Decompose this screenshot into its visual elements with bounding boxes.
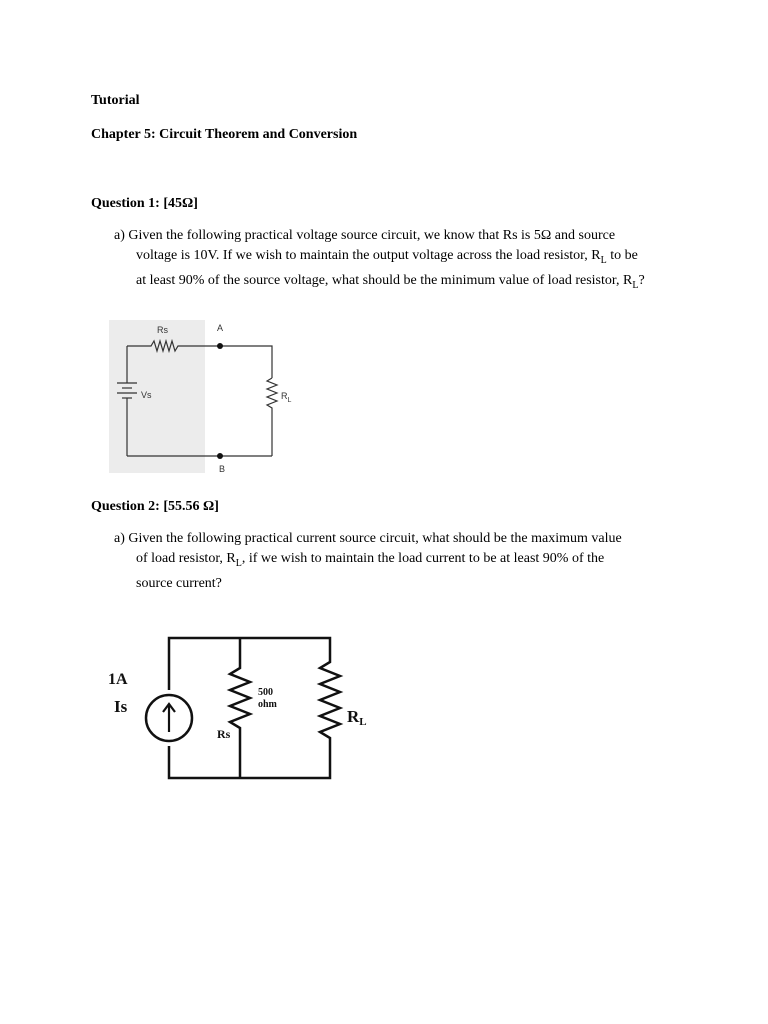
current-source-circuit-diagram: [104, 628, 380, 798]
rl-label-sub: L: [359, 716, 367, 728]
question-2-line-2: [114, 549, 622, 574]
question-1-text: [114, 226, 645, 296]
question-1-line-3: [114, 271, 645, 296]
rl-label-main: R: [347, 707, 360, 726]
rl-label-sub: L: [287, 397, 292, 404]
question-1-line-3-end: ?: [638, 272, 645, 288]
rs-label: Rs: [157, 325, 168, 335]
rl-label-main: R: [281, 391, 288, 401]
question-1-line-1: a) Given the following practical voltage source circuit, we know that Rs is 5Ω and source: [114, 228, 616, 243]
question-2-text: [114, 529, 622, 594]
voltage-source-circuit-diagram: [105, 310, 310, 495]
question-1-line-2-sub: L: [600, 254, 607, 266]
question-2-line-2-end: , if we wish to maintain the load current to be at least 90% of the: [241, 551, 605, 566]
question-1-line-3-text: at least 90% of the source voltage, what should be the minimum value of load resistor, R: [136, 272, 633, 288]
question-1-line-2: [114, 246, 645, 271]
bottom-wire: [169, 746, 330, 778]
node-b-dot: [217, 453, 223, 459]
load-resistor-rl: [320, 652, 340, 752]
source-value-label: 1A: [108, 671, 128, 688]
node-b-label: B: [219, 464, 226, 474]
question-1-line-2-end: to be: [606, 248, 638, 263]
rs-value-label: 500: [258, 687, 273, 698]
vs-label: Vs: [141, 390, 152, 400]
rl-label: [281, 391, 292, 404]
rs-name-label: Rs: [217, 727, 231, 741]
question-2-line-2-text: of load resistor, R: [136, 551, 236, 566]
source-shaded-region: [109, 320, 205, 473]
node-a-label: A: [217, 323, 224, 333]
question-1-line-3-sub: L: [632, 279, 639, 291]
question-1-heading: Question 1: [45Ω]: [91, 196, 198, 211]
question-1-line-2-text: voltage is 10V. If we wish to maintain the output voltage across the load resistor, R: [136, 248, 601, 263]
rl-label: [347, 707, 367, 728]
rs-unit-label: ohm: [258, 699, 277, 710]
question-2-heading: Question 2: [55.56 Ω]: [91, 499, 219, 514]
document-title: Tutorial: [91, 93, 140, 108]
chapter-heading: Chapter 5: Circuit Theorem and Conversion: [91, 127, 358, 142]
question-2-line-3: source current?: [136, 575, 222, 591]
rs-resistor: [230, 638, 250, 778]
load-resistor-rl: [267, 378, 277, 456]
question-2-line-1: a) Given the following practical current source circuit, what should be the maximum value: [114, 531, 622, 546]
node-a-dot: [217, 343, 223, 349]
question-2-line-2-sub: L: [235, 557, 242, 569]
source-name-label: Is: [114, 697, 128, 716]
